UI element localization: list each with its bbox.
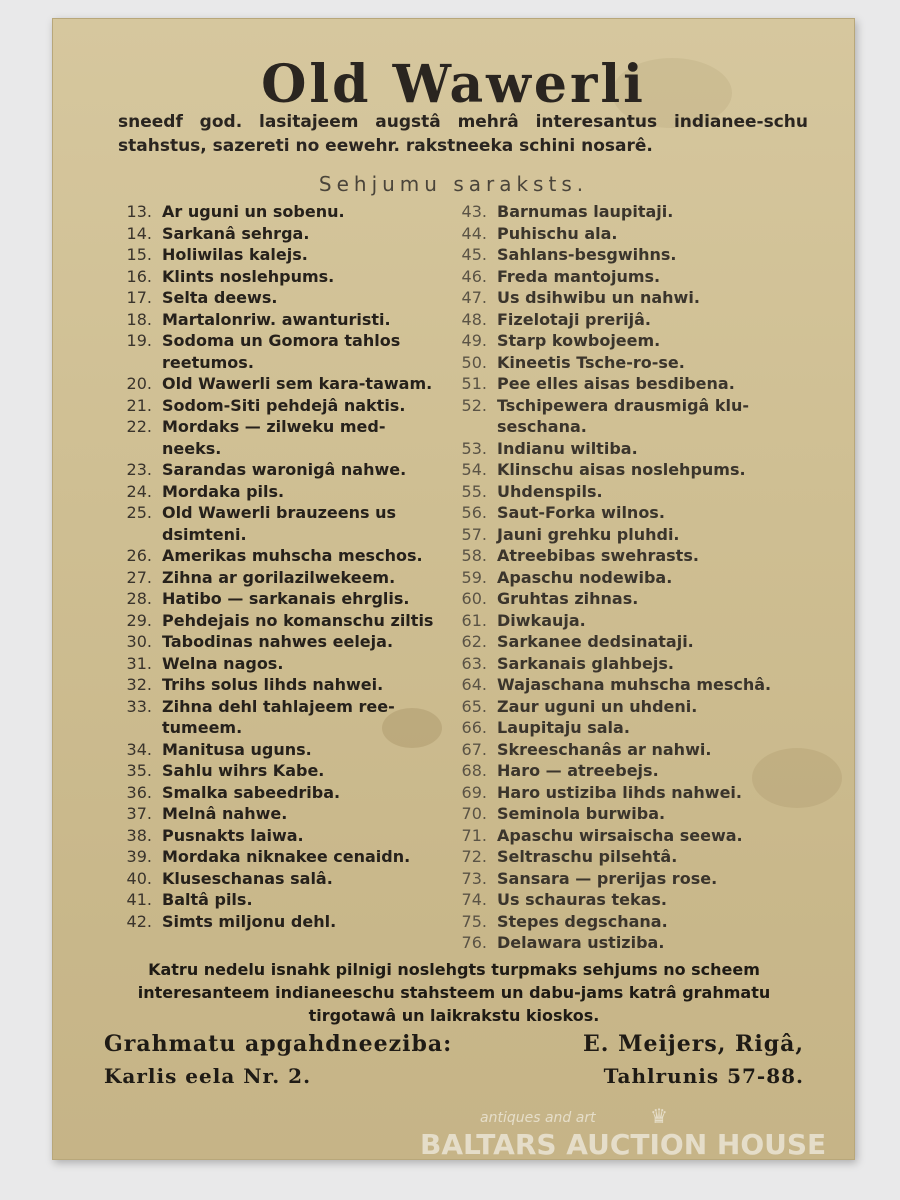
list-item xyxy=(102,889,442,911)
volume-title: Freda mantojums. xyxy=(497,266,661,286)
volume-title: Zihna dehl tahlajeem ree-tumeem. xyxy=(162,696,395,737)
list-item xyxy=(102,244,442,266)
volume-title: Zaur uguni un uhdeni. xyxy=(497,696,698,716)
volume-title: Sahlu wihrs Kabe. xyxy=(162,761,325,780)
volume-title: Barnumas laupitaji. xyxy=(497,202,674,221)
list-item xyxy=(447,459,827,481)
list-item xyxy=(102,803,442,825)
volume-title: Smalka sabeedriba. xyxy=(162,782,341,802)
volume-number: 58. xyxy=(461,546,487,565)
list-item xyxy=(447,674,827,696)
volume-title: Klinschu aisas noslehpums. xyxy=(497,460,746,479)
volume-title: Sahlans-besgwihns. xyxy=(497,245,677,264)
volume-number: 66. xyxy=(461,718,487,737)
volume-number: 48. xyxy=(461,309,487,329)
intro-text: sneedf god. lasitajeem augstâ mehrâ interesantus indianee-schu stahstus, sazereti no eewehr. rakstneeka schini nosarê. xyxy=(118,112,808,156)
list-item xyxy=(102,416,442,459)
volume-number: 24. xyxy=(126,481,152,501)
list-item xyxy=(102,911,442,933)
volume-number: 70. xyxy=(461,804,487,823)
volume-title: Sodom-Siti pehdejâ naktis. xyxy=(162,395,406,415)
volume-title: Puhischu ala. xyxy=(497,223,618,243)
list-item xyxy=(102,373,442,395)
volume-number: 25. xyxy=(126,503,152,522)
volume-number: 14. xyxy=(126,223,152,243)
publisher-label: Grahmatu apgahdneeziba: xyxy=(104,1031,453,1057)
volume-title: Diwkauja. xyxy=(497,610,586,630)
volume-number: 35. xyxy=(126,761,152,780)
volume-title: Martalonriw. awanturisti. xyxy=(162,309,391,329)
list-item xyxy=(102,266,442,288)
volume-title: Haro ustiziba lihds nahwei. xyxy=(497,782,742,802)
volume-title: Old Wawerli sem kara-tawam. xyxy=(162,374,433,393)
volume-title: Saut-Forka wilnos. xyxy=(497,503,665,522)
page-title: Old Wawerli xyxy=(261,54,646,115)
volume-title: Haro — atreebejs. xyxy=(497,761,659,780)
volume-title: Hatibo — sarkanais ehrglis. xyxy=(162,589,410,608)
volume-number: 41. xyxy=(126,890,152,909)
list-item xyxy=(447,481,827,503)
list-item xyxy=(447,739,827,761)
volume-number: 75. xyxy=(461,911,487,931)
volume-title: Apaschu nodewiba. xyxy=(497,567,673,587)
list-item xyxy=(447,309,827,331)
volume-title: Sarandas waronigâ nahwe. xyxy=(162,460,407,479)
list-item xyxy=(447,223,827,245)
volume-number: 26. xyxy=(126,546,152,565)
list-item xyxy=(447,588,827,610)
volume-number: 55. xyxy=(461,481,487,501)
list-item xyxy=(102,868,442,890)
volume-title: Sodoma un Gomora tahlos reetumos. xyxy=(162,331,401,372)
volume-title: Selta deews. xyxy=(162,288,278,307)
volume-title: Us schauras tekas. xyxy=(497,890,667,909)
list-item xyxy=(102,760,442,782)
volume-title: Amerikas muhscha meschos. xyxy=(162,546,423,565)
list-item xyxy=(447,201,827,223)
volume-title: Laupitaju sala. xyxy=(497,718,630,737)
list-item xyxy=(102,631,442,653)
volume-number: 34. xyxy=(126,739,152,759)
volume-title: Melnâ nahwe. xyxy=(162,804,288,823)
volume-number: 63. xyxy=(461,653,487,673)
publisher-block xyxy=(104,1028,804,1092)
list-item xyxy=(102,287,442,309)
list-item xyxy=(102,481,442,503)
volume-number: 71. xyxy=(461,825,487,845)
volume-number: 28. xyxy=(126,589,152,608)
list-item xyxy=(447,889,827,911)
volume-number: 16. xyxy=(126,266,152,286)
list-item xyxy=(102,330,442,373)
publisher-address: Karlis eela Nr. 2. xyxy=(104,1064,312,1088)
volume-number: 61. xyxy=(461,610,487,630)
volume-title: Delawara ustiziba. xyxy=(497,933,665,952)
volume-number: 30. xyxy=(126,632,152,651)
volume-number: 52. xyxy=(461,395,487,415)
volume-title: Baltâ pils. xyxy=(162,890,253,909)
volume-title: Mordaka pils. xyxy=(162,481,285,501)
list-heading: Sehjumu saraksts. xyxy=(318,172,589,196)
list-item xyxy=(102,545,442,567)
volume-title: Trihs solus lihds nahwei. xyxy=(162,675,384,694)
volume-list-right xyxy=(447,201,827,954)
volume-number: 43. xyxy=(461,202,487,221)
volume-title: Pusnakts laiwa. xyxy=(162,825,304,845)
volume-title: Manitusa uguns. xyxy=(162,739,312,759)
volume-title: Uhdenspils. xyxy=(497,481,603,501)
volume-number: 37. xyxy=(126,804,152,823)
volume-number: 54. xyxy=(461,460,487,479)
list-item xyxy=(447,825,827,847)
list-item xyxy=(102,223,442,245)
volume-number: 29. xyxy=(126,610,152,630)
volume-number: 19. xyxy=(126,331,152,350)
volume-title: Skreeschanâs ar nahwi. xyxy=(497,739,712,759)
list-item xyxy=(102,846,442,868)
list-item xyxy=(447,653,827,675)
volume-number: 20. xyxy=(126,374,152,393)
publisher-phone: Tahlrunis 57-88. xyxy=(603,1064,804,1088)
volume-title: Ar uguni un sobenu. xyxy=(162,202,345,221)
volume-title: Wajaschana muhscha meschâ. xyxy=(497,675,772,694)
list-item xyxy=(447,631,827,653)
list-item xyxy=(447,373,827,395)
list-item xyxy=(102,782,442,804)
volume-number: 51. xyxy=(461,374,487,393)
volume-title: Sansara — prerijas rose. xyxy=(497,868,718,888)
list-item xyxy=(447,244,827,266)
watermark-big: BALTARS AUCTION HOUSE xyxy=(420,1128,827,1161)
volume-number: 33. xyxy=(126,696,152,716)
list-item xyxy=(447,395,827,438)
volume-number: 45. xyxy=(461,245,487,264)
volume-title: Atreebibas swehrasts. xyxy=(497,546,699,565)
volume-number: 38. xyxy=(126,825,152,845)
volume-number: 62. xyxy=(461,632,487,651)
list-item xyxy=(102,201,442,223)
publisher-name: E. Meijers, Rigâ, xyxy=(583,1031,804,1057)
volume-number: 21. xyxy=(126,395,152,415)
volume-number: 32. xyxy=(126,675,152,694)
list-item xyxy=(102,653,442,675)
volume-number: 22. xyxy=(126,417,152,436)
publisher-address-line xyxy=(104,1060,804,1092)
list-item xyxy=(447,911,827,933)
list-item xyxy=(447,760,827,782)
list-item xyxy=(447,502,827,524)
volume-title: Kluseschanas salâ. xyxy=(162,868,333,888)
list-item xyxy=(447,438,827,460)
volume-number: 60. xyxy=(461,589,487,608)
volume-number: 42. xyxy=(126,911,152,931)
list-item xyxy=(102,825,442,847)
list-item xyxy=(447,545,827,567)
list-item xyxy=(102,459,442,481)
volume-number: 47. xyxy=(461,288,487,307)
volume-title: Stepes degschana. xyxy=(497,911,668,931)
booklet-page xyxy=(52,18,855,1160)
list-item xyxy=(102,674,442,696)
volume-number: 64. xyxy=(461,675,487,694)
volume-title: Mordaka niknakee cenaidn. xyxy=(162,847,411,866)
volume-number: 31. xyxy=(126,653,152,673)
publication-notice: Katru nedelu isnahk pilnigi noslehgts turpmaks sehjums no scheem interesanteem indianeeschu stahsteem un dabu-jams katrâ grahmatu tirgotawâ un laikrakstu kioskos. xyxy=(137,960,771,1025)
list-item xyxy=(447,352,827,374)
list-item xyxy=(447,610,827,632)
list-item xyxy=(447,782,827,804)
list-item xyxy=(102,395,442,417)
volume-title: Jauni grehku pluhdi. xyxy=(497,524,680,544)
volume-list-left xyxy=(102,201,442,932)
volume-number: 74. xyxy=(461,890,487,909)
list-item xyxy=(102,610,442,632)
volume-title: Pehdejais no komanschu ziltis xyxy=(162,610,434,630)
volume-number: 69. xyxy=(461,782,487,802)
volume-number: 59. xyxy=(461,567,487,587)
volume-title: Seltraschu pilsehtâ. xyxy=(497,847,678,866)
volume-number: 46. xyxy=(461,266,487,286)
publisher-line xyxy=(104,1028,804,1060)
volume-title: Indianu wiltiba. xyxy=(497,438,638,458)
volume-number: 56. xyxy=(461,503,487,522)
volume-title: Old Wawerli brauzeens us dsimteni. xyxy=(162,503,396,544)
volume-title: Klints noslehpums. xyxy=(162,266,335,286)
volume-number: 53. xyxy=(461,438,487,458)
volume-title: Apaschu wirsaischa seewa. xyxy=(497,825,743,845)
list-item xyxy=(102,502,442,545)
list-item xyxy=(447,567,827,589)
crown-icon: ♛ xyxy=(650,1104,668,1128)
list-item xyxy=(447,524,827,546)
volume-title: Sarkanais glahbejs. xyxy=(497,653,674,673)
list-item xyxy=(447,330,827,352)
volume-title: Fizelotaji prerijâ. xyxy=(497,309,651,329)
volume-title: Tschipewera drausmigâ klu-seschana. xyxy=(497,395,750,436)
list-item xyxy=(102,739,442,761)
volume-number: 50. xyxy=(461,352,487,372)
list-item xyxy=(447,287,827,309)
list-item xyxy=(447,868,827,890)
list-item xyxy=(447,803,827,825)
volume-number: 39. xyxy=(126,847,152,866)
volume-title: Kineetis Tsche-ro-se. xyxy=(497,352,685,372)
volume-number: 73. xyxy=(461,868,487,888)
list-item xyxy=(102,309,442,331)
list-item xyxy=(102,588,442,610)
watermark-small: antiques and art xyxy=(480,1110,596,1126)
volume-number: 17. xyxy=(126,288,152,307)
volume-title: Mordaks — zilweku med-neeks. xyxy=(162,417,386,458)
list-item xyxy=(102,567,442,589)
volume-title: Holiwilas kalejs. xyxy=(162,245,308,264)
list-item xyxy=(447,932,827,954)
volume-title: Welna nagos. xyxy=(162,653,284,673)
volume-number: 67. xyxy=(461,739,487,759)
volume-number: 18. xyxy=(126,309,152,329)
volume-title: Tabodinas nahwes eeleja. xyxy=(162,632,394,651)
volume-number: 65. xyxy=(461,696,487,716)
volume-number: 36. xyxy=(126,782,152,802)
volume-number: 57. xyxy=(461,524,487,544)
volume-number: 13. xyxy=(126,202,152,221)
list-item xyxy=(102,696,442,739)
list-item xyxy=(447,717,827,739)
volume-number: 44. xyxy=(461,223,487,243)
volume-number: 76. xyxy=(461,933,487,952)
volume-title: Starp kowbojeem. xyxy=(497,331,661,350)
volume-title: Sarkanâ sehrga. xyxy=(162,223,310,243)
list-item xyxy=(447,266,827,288)
volume-title: Seminola burwiba. xyxy=(497,804,666,823)
volume-title: Gruhtas zihnas. xyxy=(497,589,639,608)
volume-number: 72. xyxy=(461,847,487,866)
volume-title: Zihna ar gorilazilwekeem. xyxy=(162,567,396,587)
volume-title: Pee elles aisas besdibena. xyxy=(497,374,735,393)
volume-number: 27. xyxy=(126,567,152,587)
volume-number: 23. xyxy=(126,460,152,479)
volume-title: Simts miljonu dehl. xyxy=(162,911,337,931)
volume-title: Us dsihwibu un nahwi. xyxy=(497,288,700,307)
volume-number: 49. xyxy=(461,331,487,350)
volume-title: Sarkanee dedsinataji. xyxy=(497,632,694,651)
list-item xyxy=(447,846,827,868)
list-item xyxy=(447,696,827,718)
volume-number: 40. xyxy=(126,868,152,888)
volume-number: 15. xyxy=(126,245,152,264)
volume-number: 68. xyxy=(461,761,487,780)
